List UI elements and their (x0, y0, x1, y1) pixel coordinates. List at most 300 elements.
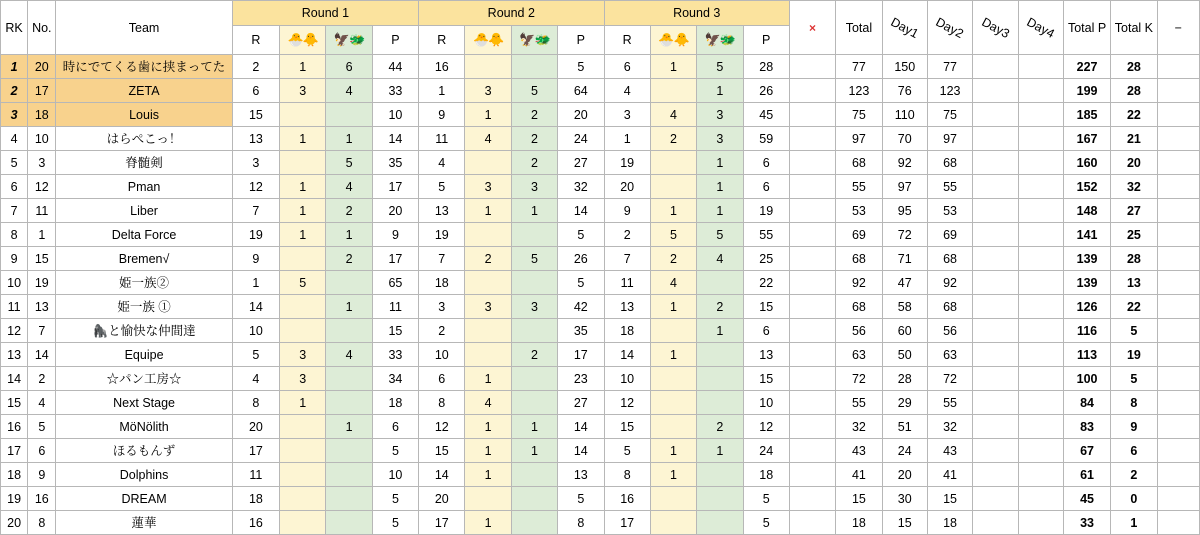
x-cell[interactable] (789, 199, 835, 223)
r2-chick-cell[interactable]: 4 (465, 127, 511, 151)
r3-points-cell[interactable]: 19 (743, 199, 789, 223)
r3-points-cell[interactable]: 15 (743, 295, 789, 319)
r2-points-cell[interactable]: 8 (558, 511, 604, 535)
total-cell[interactable]: 92 (836, 271, 882, 295)
r2-points-cell[interactable]: 14 (558, 439, 604, 463)
day3-cell[interactable] (973, 367, 1018, 391)
dash-cell[interactable] (1157, 343, 1199, 367)
r3-chick-cell[interactable]: 1 (650, 463, 696, 487)
rank-cell[interactable]: 15 (1, 391, 28, 415)
day1-cell[interactable]: 76 (882, 79, 927, 103)
r2-placement-cell[interactable]: 11 (419, 127, 465, 151)
r1-chick-cell[interactable]: 3 (280, 79, 326, 103)
team-number-cell[interactable]: 18 (28, 103, 56, 127)
team-name-cell[interactable]: Dolphins (56, 463, 232, 487)
r1-chick-cell[interactable] (280, 103, 326, 127)
rank-cell[interactable]: 8 (1, 223, 28, 247)
rank-cell[interactable]: 7 (1, 199, 28, 223)
r2-points-cell[interactable]: 13 (558, 463, 604, 487)
r1-eagle-cell[interactable] (326, 103, 372, 127)
r1-eagle-cell[interactable]: 6 (326, 55, 372, 79)
day4-cell[interactable] (1018, 103, 1063, 127)
r3-chick-cell[interactable] (650, 175, 696, 199)
total-cell[interactable]: 55 (836, 175, 882, 199)
x-cell[interactable] (789, 487, 835, 511)
day3-cell[interactable] (973, 223, 1018, 247)
day2-cell[interactable]: 55 (927, 175, 972, 199)
r2-points-cell[interactable]: 5 (558, 487, 604, 511)
dash-cell[interactable] (1157, 367, 1199, 391)
day3-cell[interactable] (973, 247, 1018, 271)
r2-points-cell[interactable]: 35 (558, 319, 604, 343)
x-cell[interactable] (789, 103, 835, 127)
r1-points-cell[interactable]: 35 (372, 151, 418, 175)
day4-cell[interactable] (1018, 175, 1063, 199)
total-points-cell[interactable]: 83 (1063, 415, 1110, 439)
r2-eagle-cell[interactable]: 1 (511, 415, 557, 439)
r2-points-cell[interactable]: 14 (558, 199, 604, 223)
r1-placement-cell[interactable]: 2 (232, 55, 279, 79)
dash-cell[interactable] (1157, 199, 1199, 223)
total-kills-cell[interactable]: 13 (1111, 271, 1157, 295)
r1-eagle-cell[interactable] (326, 319, 372, 343)
r2-placement-cell[interactable]: 7 (419, 247, 465, 271)
r3-placement-cell[interactable]: 10 (604, 367, 650, 391)
r2-chick-cell[interactable] (465, 487, 511, 511)
day1-cell[interactable]: 110 (882, 103, 927, 127)
r2-eagle-cell[interactable] (511, 319, 557, 343)
x-cell[interactable] (789, 391, 835, 415)
r3-eagle-cell[interactable]: 5 (697, 223, 743, 247)
day4-cell[interactable] (1018, 55, 1063, 79)
x-cell[interactable] (789, 295, 835, 319)
header-total-p[interactable]: Total P (1063, 1, 1110, 55)
total-cell[interactable]: 123 (836, 79, 882, 103)
r2-chick-cell[interactable]: 3 (465, 79, 511, 103)
r2-chick-cell[interactable] (465, 151, 511, 175)
r2-chick-cell[interactable]: 3 (465, 175, 511, 199)
r2-eagle-cell[interactable]: 5 (511, 247, 557, 271)
day3-cell[interactable] (973, 103, 1018, 127)
total-points-cell[interactable]: 139 (1063, 271, 1110, 295)
day2-cell[interactable]: 68 (927, 151, 972, 175)
total-cell[interactable]: 68 (836, 247, 882, 271)
r2-chick-cell[interactable] (465, 343, 511, 367)
r2-placement-cell[interactable]: 5 (419, 175, 465, 199)
dash-cell[interactable] (1157, 271, 1199, 295)
total-points-cell[interactable]: 33 (1063, 511, 1110, 535)
header-total[interactable]: Total (836, 1, 882, 55)
x-cell[interactable] (789, 319, 835, 343)
r2-eagle-cell[interactable] (511, 55, 557, 79)
header-rk[interactable]: RK (1, 1, 28, 55)
x-cell[interactable] (789, 271, 835, 295)
r1-eagle-cell[interactable] (326, 487, 372, 511)
total-kills-cell[interactable]: 21 (1111, 127, 1157, 151)
r1-chick-cell[interactable] (280, 415, 326, 439)
header-r3-eagle-dragon-icon[interactable]: 🦅🐲 (697, 26, 743, 55)
header-r1-eagle-dragon-icon[interactable]: 🦅🐲 (326, 26, 372, 55)
day1-cell[interactable]: 70 (882, 127, 927, 151)
total-points-cell[interactable]: 148 (1063, 199, 1110, 223)
header-team[interactable]: Team (56, 1, 232, 55)
x-cell[interactable] (789, 151, 835, 175)
header-r2-r[interactable]: R (419, 26, 465, 55)
r1-eagle-cell[interactable] (326, 391, 372, 415)
x-cell[interactable] (789, 511, 835, 535)
team-name-cell[interactable]: ZETA (56, 79, 232, 103)
r3-points-cell[interactable]: 55 (743, 223, 789, 247)
r2-points-cell[interactable]: 5 (558, 223, 604, 247)
team-number-cell[interactable]: 16 (28, 487, 56, 511)
day4-cell[interactable] (1018, 343, 1063, 367)
total-kills-cell[interactable]: 0 (1111, 487, 1157, 511)
r2-chick-cell[interactable]: 4 (465, 391, 511, 415)
r1-placement-cell[interactable]: 7 (232, 199, 279, 223)
day2-cell[interactable]: 68 (927, 247, 972, 271)
day3-cell[interactable] (973, 415, 1018, 439)
rank-cell[interactable]: 11 (1, 295, 28, 319)
rank-cell[interactable]: 6 (1, 175, 28, 199)
dash-cell[interactable] (1157, 175, 1199, 199)
rank-cell[interactable]: 19 (1, 487, 28, 511)
r1-placement-cell[interactable]: 9 (232, 247, 279, 271)
r3-eagle-cell[interactable]: 3 (697, 103, 743, 127)
r3-eagle-cell[interactable] (697, 343, 743, 367)
total-points-cell[interactable]: 61 (1063, 463, 1110, 487)
total-kills-cell[interactable]: 28 (1111, 55, 1157, 79)
r1-points-cell[interactable]: 5 (372, 511, 418, 535)
r1-chick-cell[interactable] (280, 295, 326, 319)
r1-eagle-cell[interactable]: 1 (326, 127, 372, 151)
day4-cell[interactable] (1018, 151, 1063, 175)
team-name-cell[interactable]: ☆パン工房☆ (56, 367, 232, 391)
r3-points-cell[interactable]: 6 (743, 175, 789, 199)
day3-cell[interactable] (973, 463, 1018, 487)
r1-chick-cell[interactable]: 1 (280, 55, 326, 79)
day3-cell[interactable] (973, 79, 1018, 103)
day2-cell[interactable]: 72 (927, 367, 972, 391)
day1-cell[interactable]: 24 (882, 439, 927, 463)
dash-cell[interactable] (1157, 247, 1199, 271)
rank-cell[interactable]: 20 (1, 511, 28, 535)
rank-cell[interactable]: 10 (1, 271, 28, 295)
r3-points-cell[interactable]: 10 (743, 391, 789, 415)
header-no[interactable]: No. (28, 1, 56, 55)
day3-cell[interactable] (973, 343, 1018, 367)
r3-placement-cell[interactable]: 6 (604, 55, 650, 79)
total-points-cell[interactable]: 227 (1063, 55, 1110, 79)
day3-cell[interactable] (973, 271, 1018, 295)
team-number-cell[interactable]: 1 (28, 223, 56, 247)
r2-placement-cell[interactable]: 9 (419, 103, 465, 127)
team-name-cell[interactable]: DREAM (56, 487, 232, 511)
r3-eagle-cell[interactable]: 1 (697, 151, 743, 175)
r2-eagle-cell[interactable] (511, 391, 557, 415)
r2-points-cell[interactable]: 23 (558, 367, 604, 391)
header-x[interactable] (789, 1, 835, 55)
r2-chick-cell[interactable] (465, 223, 511, 247)
dash-cell[interactable] (1157, 439, 1199, 463)
total-cell[interactable]: 77 (836, 55, 882, 79)
r3-eagle-cell[interactable]: 1 (697, 439, 743, 463)
header-day2[interactable]: Day2 (927, 1, 972, 55)
r1-points-cell[interactable]: 18 (372, 391, 418, 415)
r3-eagle-cell[interactable]: 2 (697, 295, 743, 319)
total-kills-cell[interactable]: 27 (1111, 199, 1157, 223)
r2-placement-cell[interactable]: 20 (419, 487, 465, 511)
r2-placement-cell[interactable]: 16 (419, 55, 465, 79)
team-number-cell[interactable]: 9 (28, 463, 56, 487)
x-cell[interactable] (789, 223, 835, 247)
r1-eagle-cell[interactable] (326, 271, 372, 295)
x-cell[interactable] (789, 463, 835, 487)
r1-placement-cell[interactable]: 6 (232, 79, 279, 103)
total-cell[interactable]: 43 (836, 439, 882, 463)
r1-chick-cell[interactable] (280, 151, 326, 175)
r1-placement-cell[interactable]: 14 (232, 295, 279, 319)
day2-cell[interactable]: 53 (927, 199, 972, 223)
day4-cell[interactable] (1018, 79, 1063, 103)
total-kills-cell[interactable]: 22 (1111, 103, 1157, 127)
r2-eagle-cell[interactable] (511, 271, 557, 295)
day1-cell[interactable]: 92 (882, 151, 927, 175)
header-round1[interactable]: Round 1 (232, 1, 418, 26)
r3-chick-cell[interactable]: 1 (650, 199, 696, 223)
r3-eagle-cell[interactable] (697, 367, 743, 391)
day1-cell[interactable]: 150 (882, 55, 927, 79)
r2-chick-cell[interactable] (465, 55, 511, 79)
r3-chick-cell[interactable] (650, 151, 696, 175)
header-round3[interactable]: Round 3 (604, 1, 789, 26)
team-number-cell[interactable]: 12 (28, 175, 56, 199)
r3-eagle-cell[interactable]: 4 (697, 247, 743, 271)
day4-cell[interactable] (1018, 415, 1063, 439)
total-cell[interactable]: 68 (836, 151, 882, 175)
r1-placement-cell[interactable]: 18 (232, 487, 279, 511)
team-name-cell[interactable]: MöNölith (56, 415, 232, 439)
r1-eagle-cell[interactable]: 2 (326, 247, 372, 271)
r3-placement-cell[interactable]: 19 (604, 151, 650, 175)
r3-placement-cell[interactable]: 13 (604, 295, 650, 319)
total-points-cell[interactable]: 67 (1063, 439, 1110, 463)
r3-eagle-cell[interactable]: 1 (697, 175, 743, 199)
rank-cell[interactable]: 13 (1, 343, 28, 367)
total-cell[interactable]: 53 (836, 199, 882, 223)
x-cell[interactable] (789, 55, 835, 79)
day1-cell[interactable]: 51 (882, 415, 927, 439)
r2-eagle-cell[interactable]: 3 (511, 295, 557, 319)
r1-points-cell[interactable]: 11 (372, 295, 418, 319)
day4-cell[interactable] (1018, 463, 1063, 487)
dash-cell[interactable] (1157, 151, 1199, 175)
r3-placement-cell[interactable]: 20 (604, 175, 650, 199)
total-kills-cell[interactable]: 2 (1111, 463, 1157, 487)
r2-eagle-cell[interactable]: 1 (511, 439, 557, 463)
dash-cell[interactable] (1157, 511, 1199, 535)
dash-cell[interactable] (1157, 391, 1199, 415)
r3-chick-cell[interactable] (650, 511, 696, 535)
r3-chick-cell[interactable]: 4 (650, 103, 696, 127)
header-r2-p[interactable]: P (558, 26, 604, 55)
day4-cell[interactable] (1018, 367, 1063, 391)
r2-eagle-cell[interactable]: 3 (511, 175, 557, 199)
r3-points-cell[interactable]: 15 (743, 367, 789, 391)
rank-cell[interactable]: 3 (1, 103, 28, 127)
total-kills-cell[interactable]: 25 (1111, 223, 1157, 247)
r2-eagle-cell[interactable] (511, 511, 557, 535)
day1-cell[interactable]: 71 (882, 247, 927, 271)
day3-cell[interactable] (973, 487, 1018, 511)
r3-eagle-cell[interactable]: 1 (697, 319, 743, 343)
r1-placement-cell[interactable]: 11 (232, 463, 279, 487)
r2-eagle-cell[interactable]: 2 (511, 127, 557, 151)
r2-points-cell[interactable]: 5 (558, 271, 604, 295)
r1-chick-cell[interactable]: 3 (280, 367, 326, 391)
r2-placement-cell[interactable]: 8 (419, 391, 465, 415)
r3-chick-cell[interactable]: 5 (650, 223, 696, 247)
x-cell[interactable] (789, 439, 835, 463)
total-points-cell[interactable]: 126 (1063, 295, 1110, 319)
r3-chick-cell[interactable] (650, 367, 696, 391)
r1-points-cell[interactable]: 10 (372, 103, 418, 127)
r3-chick-cell[interactable]: 1 (650, 439, 696, 463)
total-points-cell[interactable]: 141 (1063, 223, 1110, 247)
team-name-cell[interactable]: Louis (56, 103, 232, 127)
r2-points-cell[interactable]: 26 (558, 247, 604, 271)
r1-eagle-cell[interactable]: 1 (326, 415, 372, 439)
header-total-k[interactable]: Total K (1111, 1, 1157, 55)
team-name-cell[interactable]: 🦍と愉快な仲間達 (56, 319, 232, 343)
r3-eagle-cell[interactable] (697, 511, 743, 535)
rank-cell[interactable]: 16 (1, 415, 28, 439)
day4-cell[interactable] (1018, 127, 1063, 151)
team-name-cell[interactable]: Bremen√ (56, 247, 232, 271)
total-points-cell[interactable]: 152 (1063, 175, 1110, 199)
r1-placement-cell[interactable]: 16 (232, 511, 279, 535)
r3-placement-cell[interactable]: 12 (604, 391, 650, 415)
total-cell[interactable]: 72 (836, 367, 882, 391)
rank-cell[interactable]: 17 (1, 439, 28, 463)
total-cell[interactable]: 75 (836, 103, 882, 127)
r2-placement-cell[interactable]: 12 (419, 415, 465, 439)
r2-placement-cell[interactable]: 1 (419, 79, 465, 103)
day3-cell[interactable] (973, 295, 1018, 319)
header-r1-r[interactable]: R (232, 26, 279, 55)
r1-eagle-cell[interactable]: 2 (326, 199, 372, 223)
team-name-cell[interactable]: 時にでてくる歯に挟まってた (56, 55, 232, 79)
r1-eagle-cell[interactable]: 1 (326, 295, 372, 319)
team-number-cell[interactable]: 10 (28, 127, 56, 151)
r3-eagle-cell[interactable] (697, 463, 743, 487)
r1-placement-cell[interactable]: 15 (232, 103, 279, 127)
r3-eagle-cell[interactable] (697, 271, 743, 295)
team-name-cell[interactable]: ほるもんず (56, 439, 232, 463)
r2-chick-cell[interactable] (465, 271, 511, 295)
team-number-cell[interactable]: 5 (28, 415, 56, 439)
total-cell[interactable]: 55 (836, 391, 882, 415)
r3-points-cell[interactable]: 5 (743, 487, 789, 511)
r1-points-cell[interactable]: 33 (372, 79, 418, 103)
r3-eagle-cell[interactable]: 2 (697, 415, 743, 439)
day4-cell[interactable] (1018, 511, 1063, 535)
rank-cell[interactable]: 1 (1, 55, 28, 79)
r3-placement-cell[interactable]: 11 (604, 271, 650, 295)
day4-cell[interactable] (1018, 439, 1063, 463)
r2-points-cell[interactable]: 14 (558, 415, 604, 439)
header-r3-r[interactable]: R (604, 26, 650, 55)
r3-eagle-cell[interactable]: 1 (697, 79, 743, 103)
day4-cell[interactable] (1018, 295, 1063, 319)
r3-chick-cell[interactable]: 1 (650, 343, 696, 367)
day2-cell[interactable]: 41 (927, 463, 972, 487)
r2-placement-cell[interactable]: 10 (419, 343, 465, 367)
r2-placement-cell[interactable]: 17 (419, 511, 465, 535)
team-number-cell[interactable]: 14 (28, 343, 56, 367)
day2-cell[interactable]: 92 (927, 271, 972, 295)
dash-cell[interactable] (1157, 79, 1199, 103)
r3-placement-cell[interactable]: 3 (604, 103, 650, 127)
day4-cell[interactable] (1018, 271, 1063, 295)
r1-points-cell[interactable]: 9 (372, 223, 418, 247)
r2-placement-cell[interactable]: 15 (419, 439, 465, 463)
total-points-cell[interactable]: 45 (1063, 487, 1110, 511)
day2-cell[interactable]: 77 (927, 55, 972, 79)
r2-eagle-cell[interactable]: 5 (511, 79, 557, 103)
r1-chick-cell[interactable] (280, 319, 326, 343)
team-name-cell[interactable]: 蓮華 (56, 511, 232, 535)
r1-chick-cell[interactable]: 1 (280, 175, 326, 199)
r2-chick-cell[interactable]: 1 (465, 439, 511, 463)
total-cell[interactable]: 15 (836, 487, 882, 511)
total-cell[interactable]: 69 (836, 223, 882, 247)
r2-chick-cell[interactable]: 1 (465, 199, 511, 223)
total-cell[interactable]: 56 (836, 319, 882, 343)
day2-cell[interactable]: 97 (927, 127, 972, 151)
day1-cell[interactable]: 28 (882, 367, 927, 391)
day3-cell[interactable] (973, 127, 1018, 151)
r3-points-cell[interactable]: 26 (743, 79, 789, 103)
r1-points-cell[interactable]: 17 (372, 247, 418, 271)
r1-points-cell[interactable]: 5 (372, 439, 418, 463)
r1-placement-cell[interactable]: 20 (232, 415, 279, 439)
header-round2[interactable]: Round 2 (419, 1, 604, 26)
team-name-cell[interactable]: Pman (56, 175, 232, 199)
r1-points-cell[interactable]: 34 (372, 367, 418, 391)
dash-cell[interactable] (1157, 295, 1199, 319)
team-number-cell[interactable]: 11 (28, 199, 56, 223)
r3-chick-cell[interactable] (650, 79, 696, 103)
r1-eagle-cell[interactable]: 4 (326, 343, 372, 367)
day4-cell[interactable] (1018, 223, 1063, 247)
day1-cell[interactable]: 97 (882, 175, 927, 199)
r3-placement-cell[interactable]: 1 (604, 127, 650, 151)
team-number-cell[interactable]: 7 (28, 319, 56, 343)
team-name-cell[interactable]: はらぺこっ！ (56, 127, 232, 151)
r2-eagle-cell[interactable] (511, 463, 557, 487)
team-name-cell[interactable]: 姫一族② (56, 271, 232, 295)
r2-points-cell[interactable]: 27 (558, 391, 604, 415)
header-r2-eagle-dragon-icon[interactable]: 🦅🐲 (511, 26, 557, 55)
day1-cell[interactable]: 20 (882, 463, 927, 487)
r3-eagle-cell[interactable] (697, 391, 743, 415)
total-points-cell[interactable]: 113 (1063, 343, 1110, 367)
r2-chick-cell[interactable]: 3 (465, 295, 511, 319)
dash-cell[interactable] (1157, 463, 1199, 487)
r3-chick-cell[interactable] (650, 319, 696, 343)
r1-chick-cell[interactable]: 1 (280, 127, 326, 151)
r2-eagle-cell[interactable]: 2 (511, 151, 557, 175)
